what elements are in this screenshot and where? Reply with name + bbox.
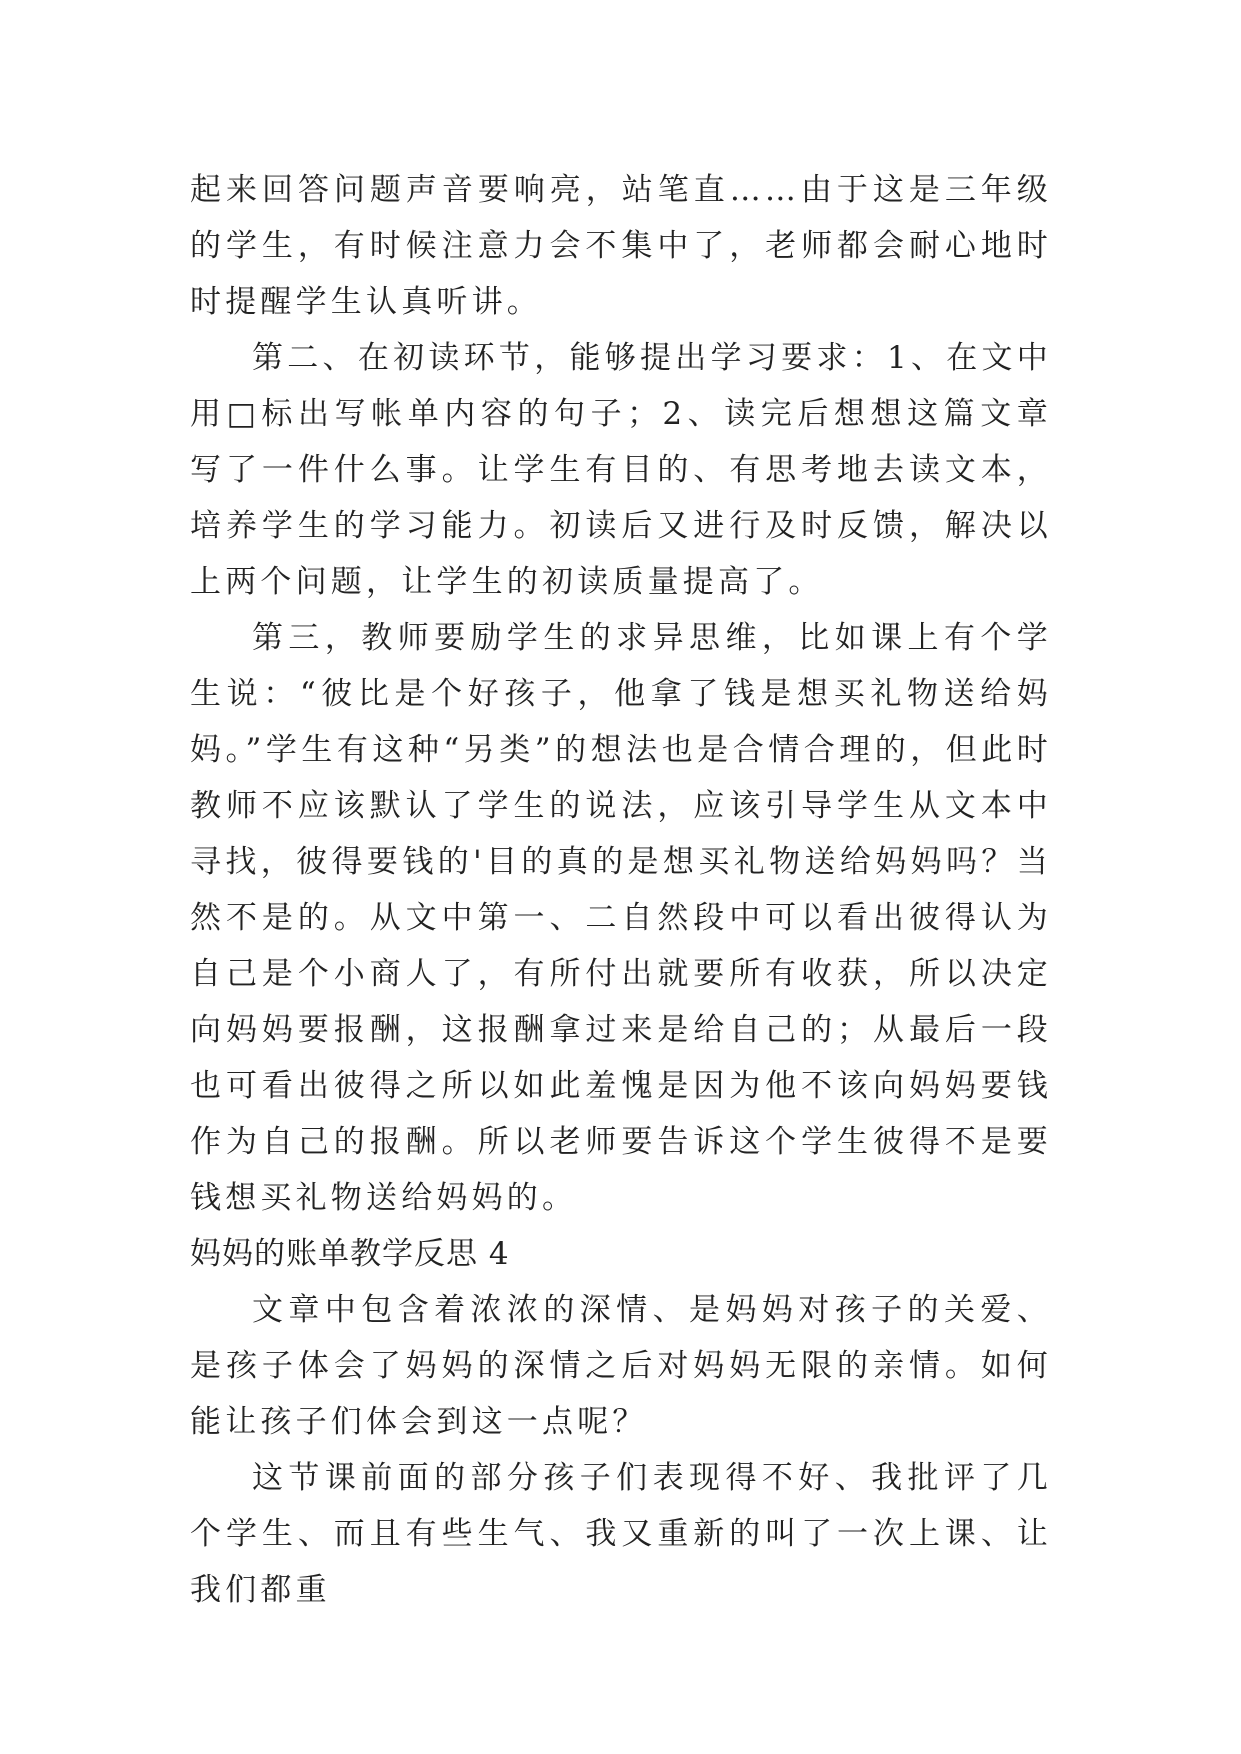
paragraph-continuation: 起来回答问题声音要响亮，站笔直……由于这是三年级的学生，有时候注意力会不集中了，老师都会耐心地时时提醒学生认真听讲。 bbox=[190, 172, 1052, 320]
section-heading: 妈妈的账单教学反思 4 bbox=[190, 1236, 510, 1272]
paragraph-section-intro: 文章中包含着浓浓的深情、是妈妈对孩子的关爱、是孩子体会了妈妈的深情之后对妈妈无限的亲情。如何能让孩子们体会到这一点呢？ bbox=[190, 1292, 1052, 1440]
paragraph-section-body: 这节课前面的部分孩子们表现得不好、我批评了几个学生、而且有些生气、我又重新的叫了一次上课、让我们都重 bbox=[190, 1460, 1052, 1608]
paragraph-third-point: 第三，教师要励学生的求异思维，比如课上有个学生说：“彼比是个好孩子，他拿了钱是想买礼物送给妈妈。”学生有这种“另类”的想法也是合情合理的，但此时教师不应该默认了学生的说法，应该引导学生从文本中寻找，彼得要钱的'目的真的是想买礼物送给妈妈吗？当然不是的。从文中第一、二自然段中可以看出彼得认为自己是个小商人了，有所付出就要所有收获，所以决定向妈妈要报酬，这报酬拿过来是给自己的；从最后一段也可看出彼得之所以如此羞愧是因为他不该向妈妈要钱作为自己的报酬。所以老师要告诉这个学生彼得不是要钱想买礼物送给妈妈的。 bbox=[190, 620, 1052, 1216]
paragraph-second-point: 第二、在初读环节，能够提出学习要求：1、在文中用□标出写帐单内容的句子；2、读完后想想这篇文章写了一件什么事。让学生有目的、有思考地去读文本，培养学生的学习能力。初读后又进行及时反馈，解决以上两个问题，让学生的初读质量提高了。 bbox=[190, 340, 1052, 600]
document-body bbox=[190, 162, 1052, 1618]
